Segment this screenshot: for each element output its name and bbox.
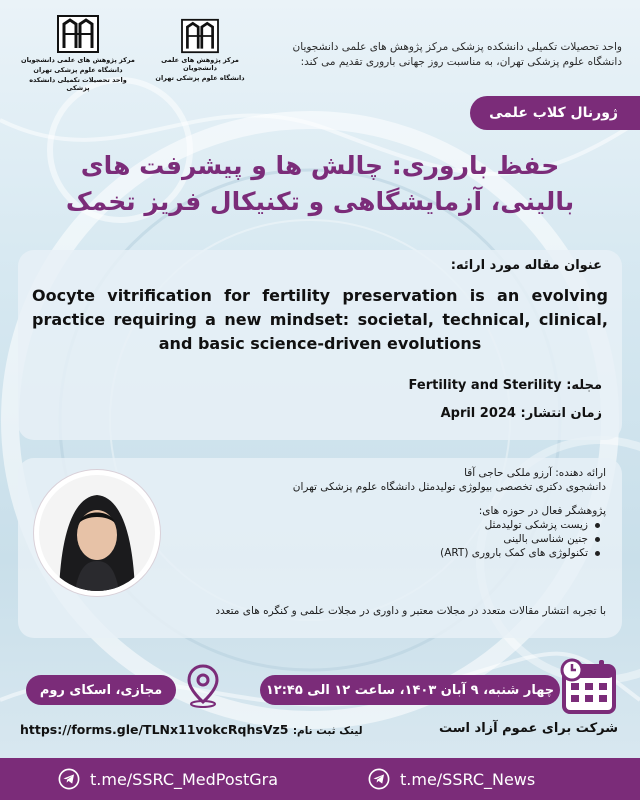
list-item: زیست پزشکی تولیدمثل: [186, 518, 602, 532]
logo-left-line2: دانشگاه علوم پزشکی تهران: [33, 66, 123, 74]
paper-title: Oocyte vitrification for fertility preservation is an evolving practice requiring a new mindset: societal, technical, clinical, and basic science-driven evolutions: [32, 286, 608, 353]
journal-club-badge: ژورنال کلاب علمی: [470, 96, 640, 130]
public-access-note: شرکت برای عموم آزاد است: [439, 721, 618, 736]
event-datetime: چهار شنبه، ۹ آبان ۱۴۰۳، ساعت ۱۲ الی ۱۲:۴۵: [260, 675, 560, 705]
presenter-degree: دانشجوی دکتری تخصصی بیولوژی تولیدمثل دانشگاه علوم پزشکی تهران: [292, 481, 606, 493]
presenter-name: ارائه دهنده: آرزو ملکی حاجی آقا: [464, 467, 606, 479]
intro-line2: دانشگاه علوم پزشکی تهران، به مناسبت روز جهانی باروری تقدیم می کند:: [300, 56, 622, 68]
paper-panel: [18, 250, 622, 440]
footer: [0, 758, 640, 800]
registration-line: [20, 722, 440, 737]
logo-right-line1: مرکز پژوهش های علمی دانشجویان: [161, 56, 239, 72]
presenter-info: [186, 466, 606, 560]
presenter-portrait-icon: [39, 475, 155, 591]
paper-label: عنوان مقاله مورد ارائه:: [450, 258, 602, 273]
presenter-photo: [34, 470, 160, 596]
presenter-panel: [18, 458, 622, 638]
publish-date-line: [441, 406, 602, 421]
presenter-experience: با تجربه انتشار مقالات متعدد در مجلات معتبر و داوری در مجلات علمی و کنگره های متعدد: [215, 605, 606, 617]
title-line1: حفظ باروری: چالش ها و پیشرفت های: [80, 151, 560, 180]
telegram-icon: [58, 768, 80, 790]
channel-link[interactable]: t.me/SSRC_News: [400, 769, 536, 789]
publish-date-label: زمان انتشار:: [520, 406, 602, 421]
tums-logo: [150, 18, 250, 82]
intro-text: [242, 40, 622, 70]
telegram-channel-medpostgra[interactable]: [58, 768, 278, 790]
logo-left-line1: مرکز پژوهش های علمی دانشجویان: [21, 56, 135, 64]
publish-date: April 2024: [440, 406, 516, 421]
journal-line: [409, 378, 602, 393]
title-line2: بالینی، آزمایشگاهی و تکنیکال فریز تخمک: [65, 187, 575, 216]
intro-line1: واحد تحصیلات تکمیلی دانشکده پزشکی مرکز پژوهش های علمی دانشجویان: [292, 41, 622, 53]
channel-link[interactable]: t.me/SSRC_MedPostGra: [90, 769, 279, 789]
logo-right-line2: دانشگاه علوم پزشکی تهران: [155, 74, 245, 82]
university-logo-icon: [56, 14, 100, 54]
logo-left-line3: واحد تحصیلات تکمیلی دانشکده پزشکی: [29, 76, 127, 92]
list-item: جنین شناسی بالینی: [186, 532, 602, 546]
telegram-icon: [368, 768, 390, 790]
list-item: تکنولوژی های کمک باروری (ART): [186, 546, 602, 560]
research-areas-list: [186, 518, 606, 560]
page-title: [20, 148, 620, 220]
university-logo-icon: [180, 18, 220, 54]
logo-group: [18, 14, 248, 109]
research-areas-label: پژوهشگر فعال در حوزه های:: [478, 505, 606, 517]
location-pin-icon: [186, 664, 220, 708]
registration-link[interactable]: https://forms.gle/TLNx11vokcRqhsVz5: [20, 722, 289, 737]
calendar-icon: [560, 656, 618, 716]
event-place: مجازی، اسکای روم: [26, 675, 176, 705]
src-logo: [18, 14, 138, 92]
journal-label: مجله:: [566, 378, 602, 393]
telegram-channel-news[interactable]: [368, 768, 535, 790]
journal-name: Fertility and Sterility: [408, 378, 562, 393]
registration-label: لینک ثبت نام:: [292, 725, 363, 737]
